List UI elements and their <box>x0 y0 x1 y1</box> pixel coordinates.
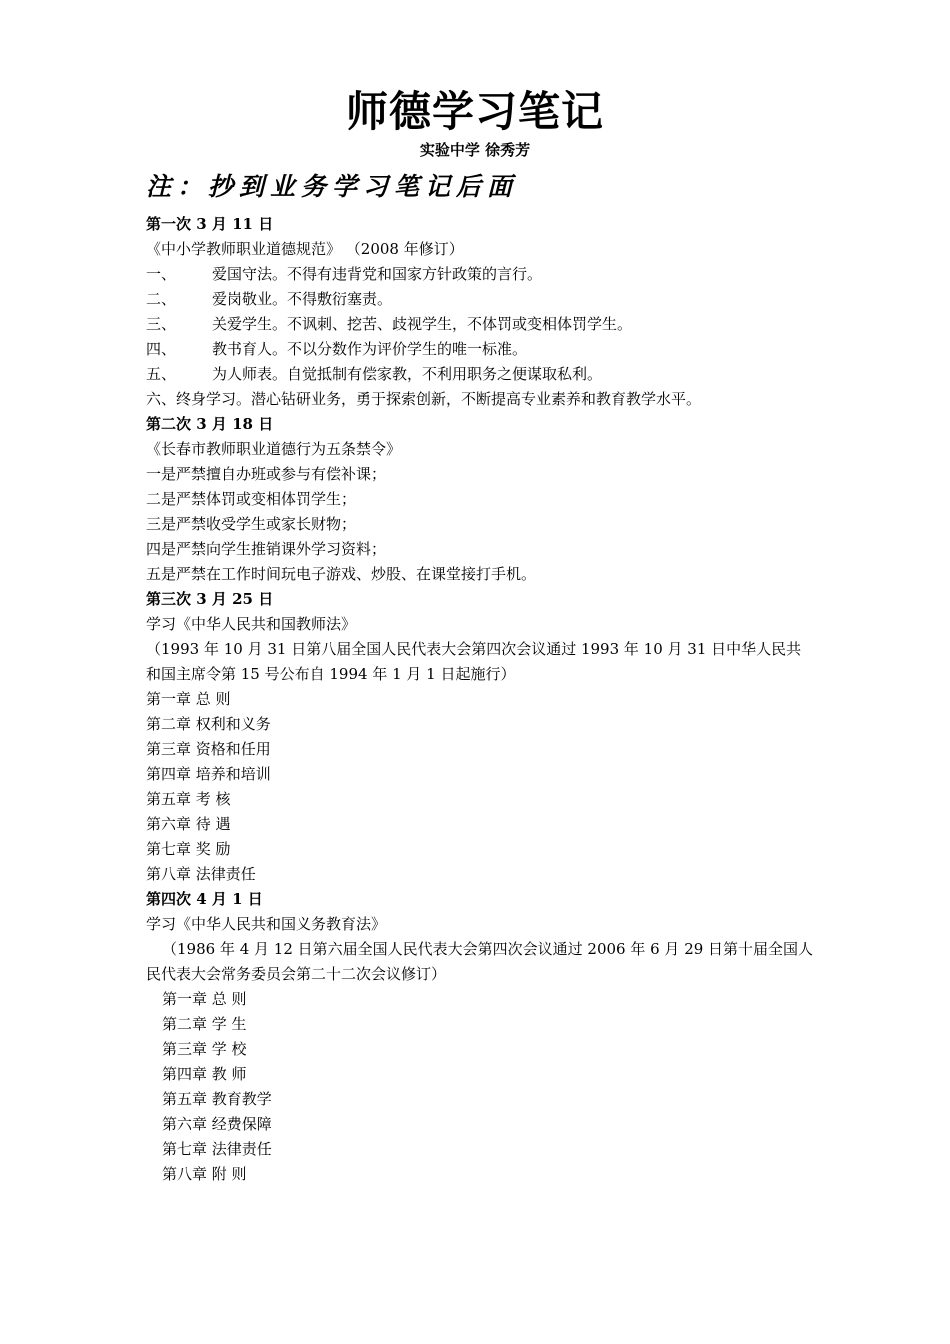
section-2-item: 四是严禁向学生推销课外学习资料； <box>146 540 387 558</box>
section-3-doc-title: 学习《中华人民共和国教师法》 <box>146 615 357 633</box>
item-text: 教书育人。不以分数作为评价学生的唯一标准。 <box>212 340 528 358</box>
item-text: 为人师表。自觉抵制有偿家教，不利用职务之便谋取私利。 <box>212 365 603 383</box>
chapter-item: 第四章 教 师 <box>162 1065 247 1083</box>
section-2-heading: 第二次 3 月 18 日 <box>146 415 274 433</box>
author-line: 实验中学 徐秀芳 <box>419 141 531 159</box>
section-3-heading: 第三次 3 月 25 日 <box>146 590 274 608</box>
item-text: 爱岗敬业。不得敷衍塞责。 <box>212 290 393 308</box>
document-title: 师德学习笔记 <box>345 87 604 136</box>
chapter-item: 第七章 奖 励 <box>146 840 231 858</box>
document-body <box>146 212 816 1187</box>
section-1-heading: 第一次 3 月 11 日 <box>146 215 274 233</box>
section-1-item <box>146 337 816 362</box>
chapter-item: 第二章 权利和义务 <box>146 715 271 733</box>
section-2-item: 五是严禁在工作时间玩电子游戏、炒股、在课堂接打手机。 <box>146 565 537 583</box>
chapter-item: 第六章 待 遇 <box>146 815 231 833</box>
chapter-item: 第四章 培养和培训 <box>146 765 271 783</box>
note-line: 注：抄到业务学习笔记后面 <box>146 172 519 201</box>
chapter-item: 第一章 总 则 <box>146 690 231 708</box>
item-text: 爱国守法。不得有违背党和国家方针政策的言行。 <box>212 265 543 283</box>
chapter-item: 第五章 考 核 <box>146 790 231 808</box>
section-1-last-item: 六、终身学习。潜心钻研业务，勇于探索创新，不断提高专业素养和教育教学水平。 <box>146 390 702 408</box>
section-2-item: 二是严禁体罚或变相体罚学生； <box>146 490 357 508</box>
chapter-item: 第八章 法律责任 <box>146 865 256 883</box>
chapter-item: 第五章 教育教学 <box>162 1090 272 1108</box>
section-1-item <box>146 312 816 337</box>
item-number: 三、 <box>146 315 177 333</box>
item-text: 关爱学生。不讽刺、挖苦、歧视学生，不体罚或变相体罚学生。 <box>212 315 633 333</box>
section-4-heading: 第四次 4 月 1 日 <box>146 890 263 908</box>
section-1-doc-title: 《中小学教师职业道德规范》 （2008 年修订） <box>146 240 464 258</box>
chapter-item: 第一章 总 则 <box>162 990 247 1008</box>
section-2-item: 三是严禁收受学生或家长财物； <box>146 515 357 533</box>
section-1-item <box>146 262 816 287</box>
item-number: 五、 <box>146 365 177 383</box>
section-2-item: 一是严禁擅自办班或参与有偿补课； <box>146 465 387 483</box>
chapter-item: 第二章 学 生 <box>162 1015 247 1033</box>
section-4-note: （1986 年 4 月 12 日第六届全国人民代表大会第四次会议通过 2006 年 6 月 29 日第十届全国人民代表大会常务委员会第二十二次会议修订） <box>146 940 814 983</box>
section-4-doc-title: 学习《中华人民共和国义务教育法》 <box>146 915 387 933</box>
section-3-note: （1993 年 10 月 31 日第八届全国人民代表大会第四次会议通过 1993 年 10 月 31 日中华人民共和国主席令第 15 号公布自 1994 年 1 月 1 日起施行） <box>146 640 802 683</box>
chapter-item: 第三章 资格和任用 <box>146 740 271 758</box>
section-1-item <box>146 362 816 387</box>
section-2-doc-title: 《长春市教师职业道德行为五条禁令》 <box>146 440 402 458</box>
section-1-item <box>146 287 816 312</box>
item-number: 二、 <box>146 290 177 308</box>
chapter-item: 第六章 经费保障 <box>162 1115 272 1133</box>
chapter-item: 第七章 法律责任 <box>162 1140 272 1158</box>
chapter-item: 第八章 附 则 <box>162 1165 247 1183</box>
chapter-item: 第三章 学 校 <box>162 1040 247 1058</box>
item-number: 一、 <box>146 265 177 283</box>
item-number: 四、 <box>146 340 177 358</box>
